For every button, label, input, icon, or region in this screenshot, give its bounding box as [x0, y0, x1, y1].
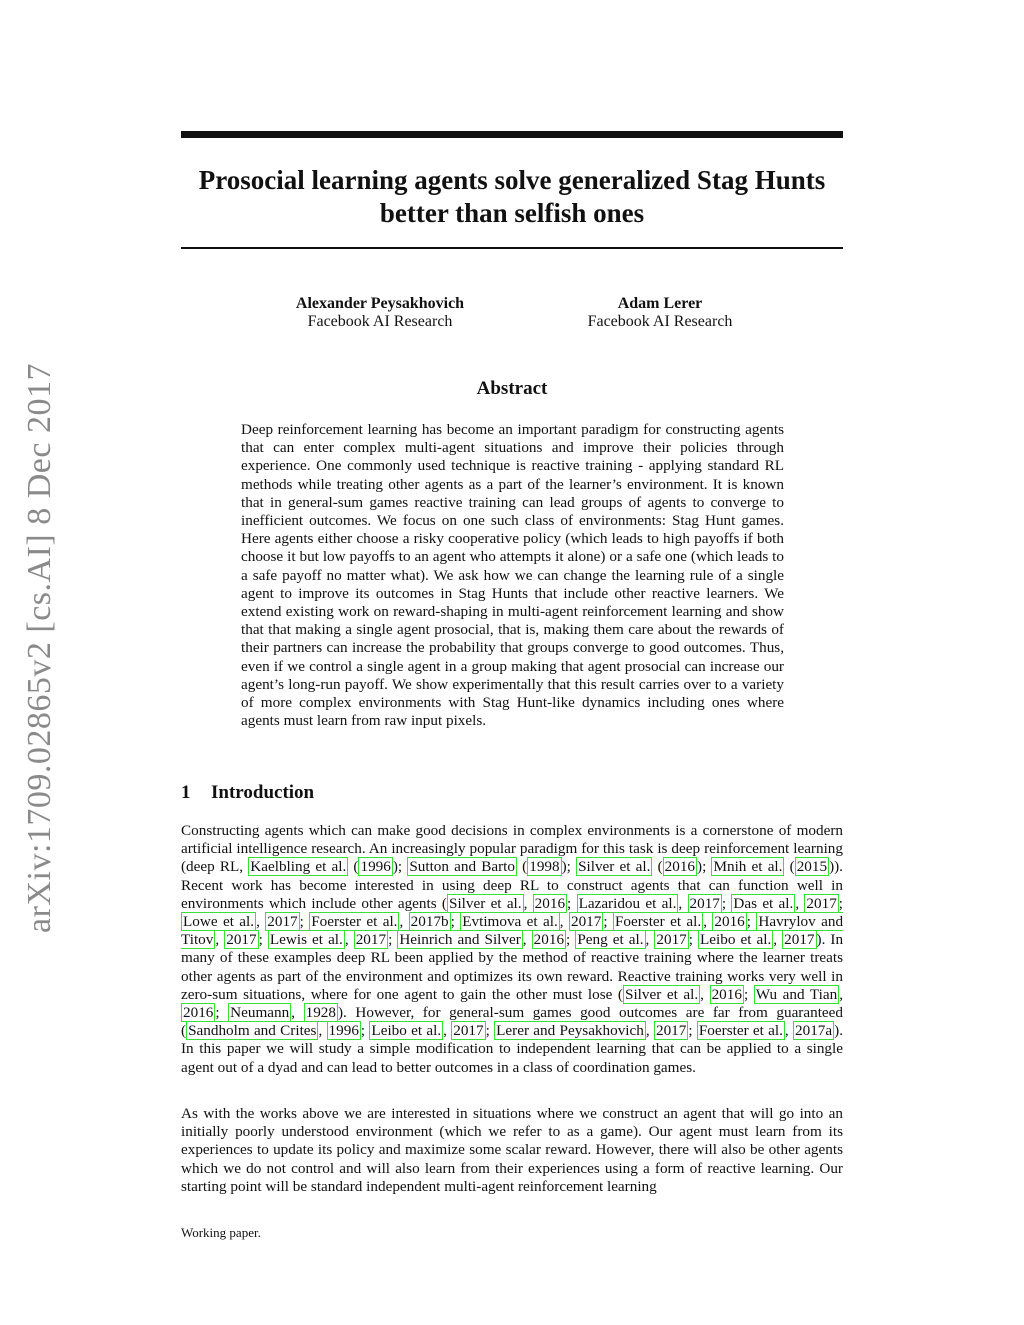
citation-link[interactable]: Foerster et al. [311, 913, 398, 931]
citation-link[interactable]: 2017 [689, 894, 720, 912]
text-run: ; [485, 1022, 495, 1040]
citation-link[interactable]: 2016 [714, 913, 745, 931]
citation-link[interactable]: Sutton and Barto [409, 858, 515, 876]
text-run: , [773, 931, 783, 949]
text-run: , [318, 1022, 327, 1040]
text-run: ( [517, 858, 528, 876]
citation-link[interactable]: Peng et al. [577, 931, 644, 949]
intro-paragraph-2: As with the works above we are interested in situations where we construct an agent that will go into an initially poorly understood environment (which we refer to as a game). Our agent must learn from its experiences to update its policy and maximize some scalar reward. However, there will also be other agents which we do not control and will also learn from their experiences using a form of reactive learning. Our starting point will be standard independent multi-agent reinforcement learning [181, 1105, 843, 1195]
text-run: ; [688, 931, 699, 949]
text-run: ; [721, 894, 732, 912]
author-affiliation: Facebook AI Research [587, 313, 733, 330]
text-run: )). Recent work has become interested in using deep RL to construct agents that can function well in environments which include other agents ( [181, 858, 843, 912]
citation-link[interactable]: 2017a [795, 1022, 833, 1040]
text-run: ; [388, 931, 398, 949]
citation-link[interactable]: Silver et al. [578, 858, 651, 876]
text-run: ; [360, 1022, 370, 1040]
citation-link[interactable]: Wu and Tian [755, 985, 838, 1003]
text-run: , [645, 931, 655, 949]
citation-link[interactable]: 2017 [267, 913, 298, 931]
text-run: , [443, 1022, 452, 1040]
text-run: Constructing agents which can make good decisions in complex environments is a cornerstone of modern artificial intelligence research. An increasingly popular paradigm for this task is deep reinforcement learning (deep RL, [181, 822, 843, 876]
footnote: Working paper. [181, 1225, 261, 1240]
author-affiliation: Facebook AI Research [307, 313, 453, 330]
citation-link[interactable]: 2016 [533, 931, 565, 949]
author-block-2 [540, 295, 780, 331]
text-run: ; [215, 1004, 229, 1022]
text-run: , [839, 985, 843, 1003]
abstract-heading: Abstract [476, 378, 548, 399]
citation-link[interactable]: 2016 [534, 894, 566, 912]
citation-link[interactable]: 2017 [355, 931, 387, 949]
text-run: ; [746, 913, 757, 931]
text-run: , [678, 894, 688, 912]
citation-link[interactable]: 2017 [806, 894, 837, 912]
text-run: ); [561, 858, 577, 876]
citation-link[interactable]: Sandholm and Crites [188, 1022, 317, 1040]
citation-link[interactable]: 2015 [796, 858, 828, 876]
section-heading-introduction [181, 782, 314, 804]
title-bottom-rule [181, 247, 843, 249]
text-run: ); [392, 858, 408, 876]
citation-link[interactable]: Das et al. [733, 894, 794, 912]
text-run: ; [258, 931, 268, 949]
citation-link[interactable]: Leibo et al. [700, 931, 772, 949]
citation-link[interactable]: Silver et al. [449, 894, 522, 912]
section-number: 1 [181, 782, 191, 803]
text-run: ; [743, 985, 754, 1003]
citation-link[interactable]: 2017 [655, 1022, 687, 1040]
text-run: ). In many of these examples deep RL been applied by the method of reactive training where the learner treats other agents as part of the environment and optimizes its own reward. Reactive training works very well in zero-sum situations, where for one agent to gain the other must lose ( [181, 931, 844, 1003]
citation-link[interactable]: Silver et al. [625, 985, 699, 1003]
text-run: , [291, 1004, 304, 1022]
text-run: , [344, 931, 354, 949]
text-run: ). In this paper we will study a simple modification to independent learning that can be applied to a single agent out of a dyad and can lead to better outcomes in a class of coordination games. [181, 1022, 843, 1076]
author-block-1 [260, 295, 500, 331]
citation-link[interactable]: 2017b [410, 913, 449, 931]
citation-link[interactable]: 2017 [226, 931, 257, 949]
text-run: , [559, 913, 569, 931]
author-name: Adam Lerer [617, 295, 703, 312]
citation-link[interactable]: Leibo et al. [371, 1022, 442, 1040]
citation-link[interactable]: 1996 [360, 858, 391, 876]
citation-link[interactable]: Foerster et al. [698, 1022, 783, 1040]
citation-link[interactable]: Neumann [230, 1004, 290, 1022]
arxiv-identifier: arXiv:1709.02865v2 [cs.AI] 8 Dec 2017 [21, 363, 58, 933]
title-top-rule [181, 131, 843, 138]
text-run: , [784, 1022, 794, 1040]
text-run: ; [838, 894, 844, 912]
text-run: , [256, 913, 266, 931]
citation-link[interactable]: 2016 [183, 1004, 214, 1022]
paper-title: Prosocial learning agents solve generalized Stag Hunts better than selfish ones [198, 165, 826, 228]
citation-link[interactable]: Evtimova et al. [462, 913, 558, 931]
citation-link[interactable]: 2016 [664, 858, 696, 876]
text-run: ; [299, 913, 310, 931]
text-run: , [645, 1022, 654, 1040]
citation-link[interactable]: Heinrich and Silver [399, 931, 521, 949]
text-run: ; [603, 913, 613, 931]
citation-link[interactable]: 2017 [453, 1022, 484, 1040]
text-run: , [703, 913, 713, 931]
citation-link[interactable]: 2017 [784, 931, 815, 949]
text-run: , [795, 894, 805, 912]
citation-link[interactable]: Lewis et al. [269, 931, 343, 949]
abstract-text: Deep reinforcement learning has become an important paradigm for constructing agents that can enter complex multi-agent situations and improve their policies through experience. One commonly used technique is reactive training - applying standard RL methods while treating other agents as a part of the learner’s environment. It is known that in general-sum games reactive training can lead groups of agents to converge to inefficient outcomes. We focus on one such class of environments: Stag Hunt games. Here agents either choose a risky cooperative policy (which leads to high payoffs if both choose it but low payoffs to an agent who attempts it alone) or a safe one (which leads to a safe payoff no matter what). We ask how we can change the learning rule of a single agent to improve its outcomes in Stag Hunts that include other reactive learners. We extend existing work on reward-shaping in multi-agent reinforcement learning and show that that making a single agent prosocial, that is, making them care about the rewards of their partners can increase the probability that groups converge to good outcomes. Thus, even if we control a single agent in a group making that agent prosocial can increase our agent’s long-run payoff. We show experimentally that this result carries over to a variety of more complex environments with Stag Hunt-like dynamics including ones where agents must learn from raw input pixels. [241, 421, 784, 730]
citation-link[interactable]: Lerer and Peysakhovich [496, 1022, 644, 1040]
text-run: , [399, 913, 409, 931]
citation-link[interactable]: Lazaridou et al. [578, 894, 677, 912]
citation-link[interactable]: 1996 [328, 1022, 359, 1040]
text-run: , [523, 894, 533, 912]
text-run: ( [652, 858, 663, 876]
citation-link[interactable]: Lowe et al. [183, 913, 255, 931]
text-run: ; [688, 1022, 697, 1040]
citation-link[interactable]: 2017 [656, 931, 687, 949]
citation-link[interactable]: 2017 [570, 913, 602, 931]
citation-link[interactable]: Foerster et al. [614, 913, 702, 931]
text-run: ; [450, 913, 461, 931]
author-name: Alexander Peysakhovich [295, 295, 465, 312]
text-run: , [700, 985, 710, 1003]
citation-link[interactable]: 1998 [529, 858, 560, 876]
intro-paragraph-1 [181, 822, 843, 1077]
citation-link[interactable]: 1928 [305, 1004, 336, 1022]
text-run: ( [348, 858, 359, 876]
citation-link[interactable]: Havrylov and Titov [181, 913, 844, 949]
text-run: ); [697, 858, 712, 876]
text-run: ( [784, 858, 795, 876]
citation-link[interactable]: Kaelbling et al. [250, 858, 347, 876]
citation-link[interactable]: Mnih et al. [713, 858, 783, 876]
section-title: Introduction [211, 782, 315, 803]
citation-link[interactable]: 2016 [711, 985, 742, 1003]
text-run: ; [567, 894, 577, 912]
text-run: ; [566, 931, 576, 949]
text-run: , [522, 931, 532, 949]
text-run: ). However, for general-sum games good outcomes are far from guaranteed ( [181, 1004, 843, 1040]
text-run: , [215, 931, 225, 949]
